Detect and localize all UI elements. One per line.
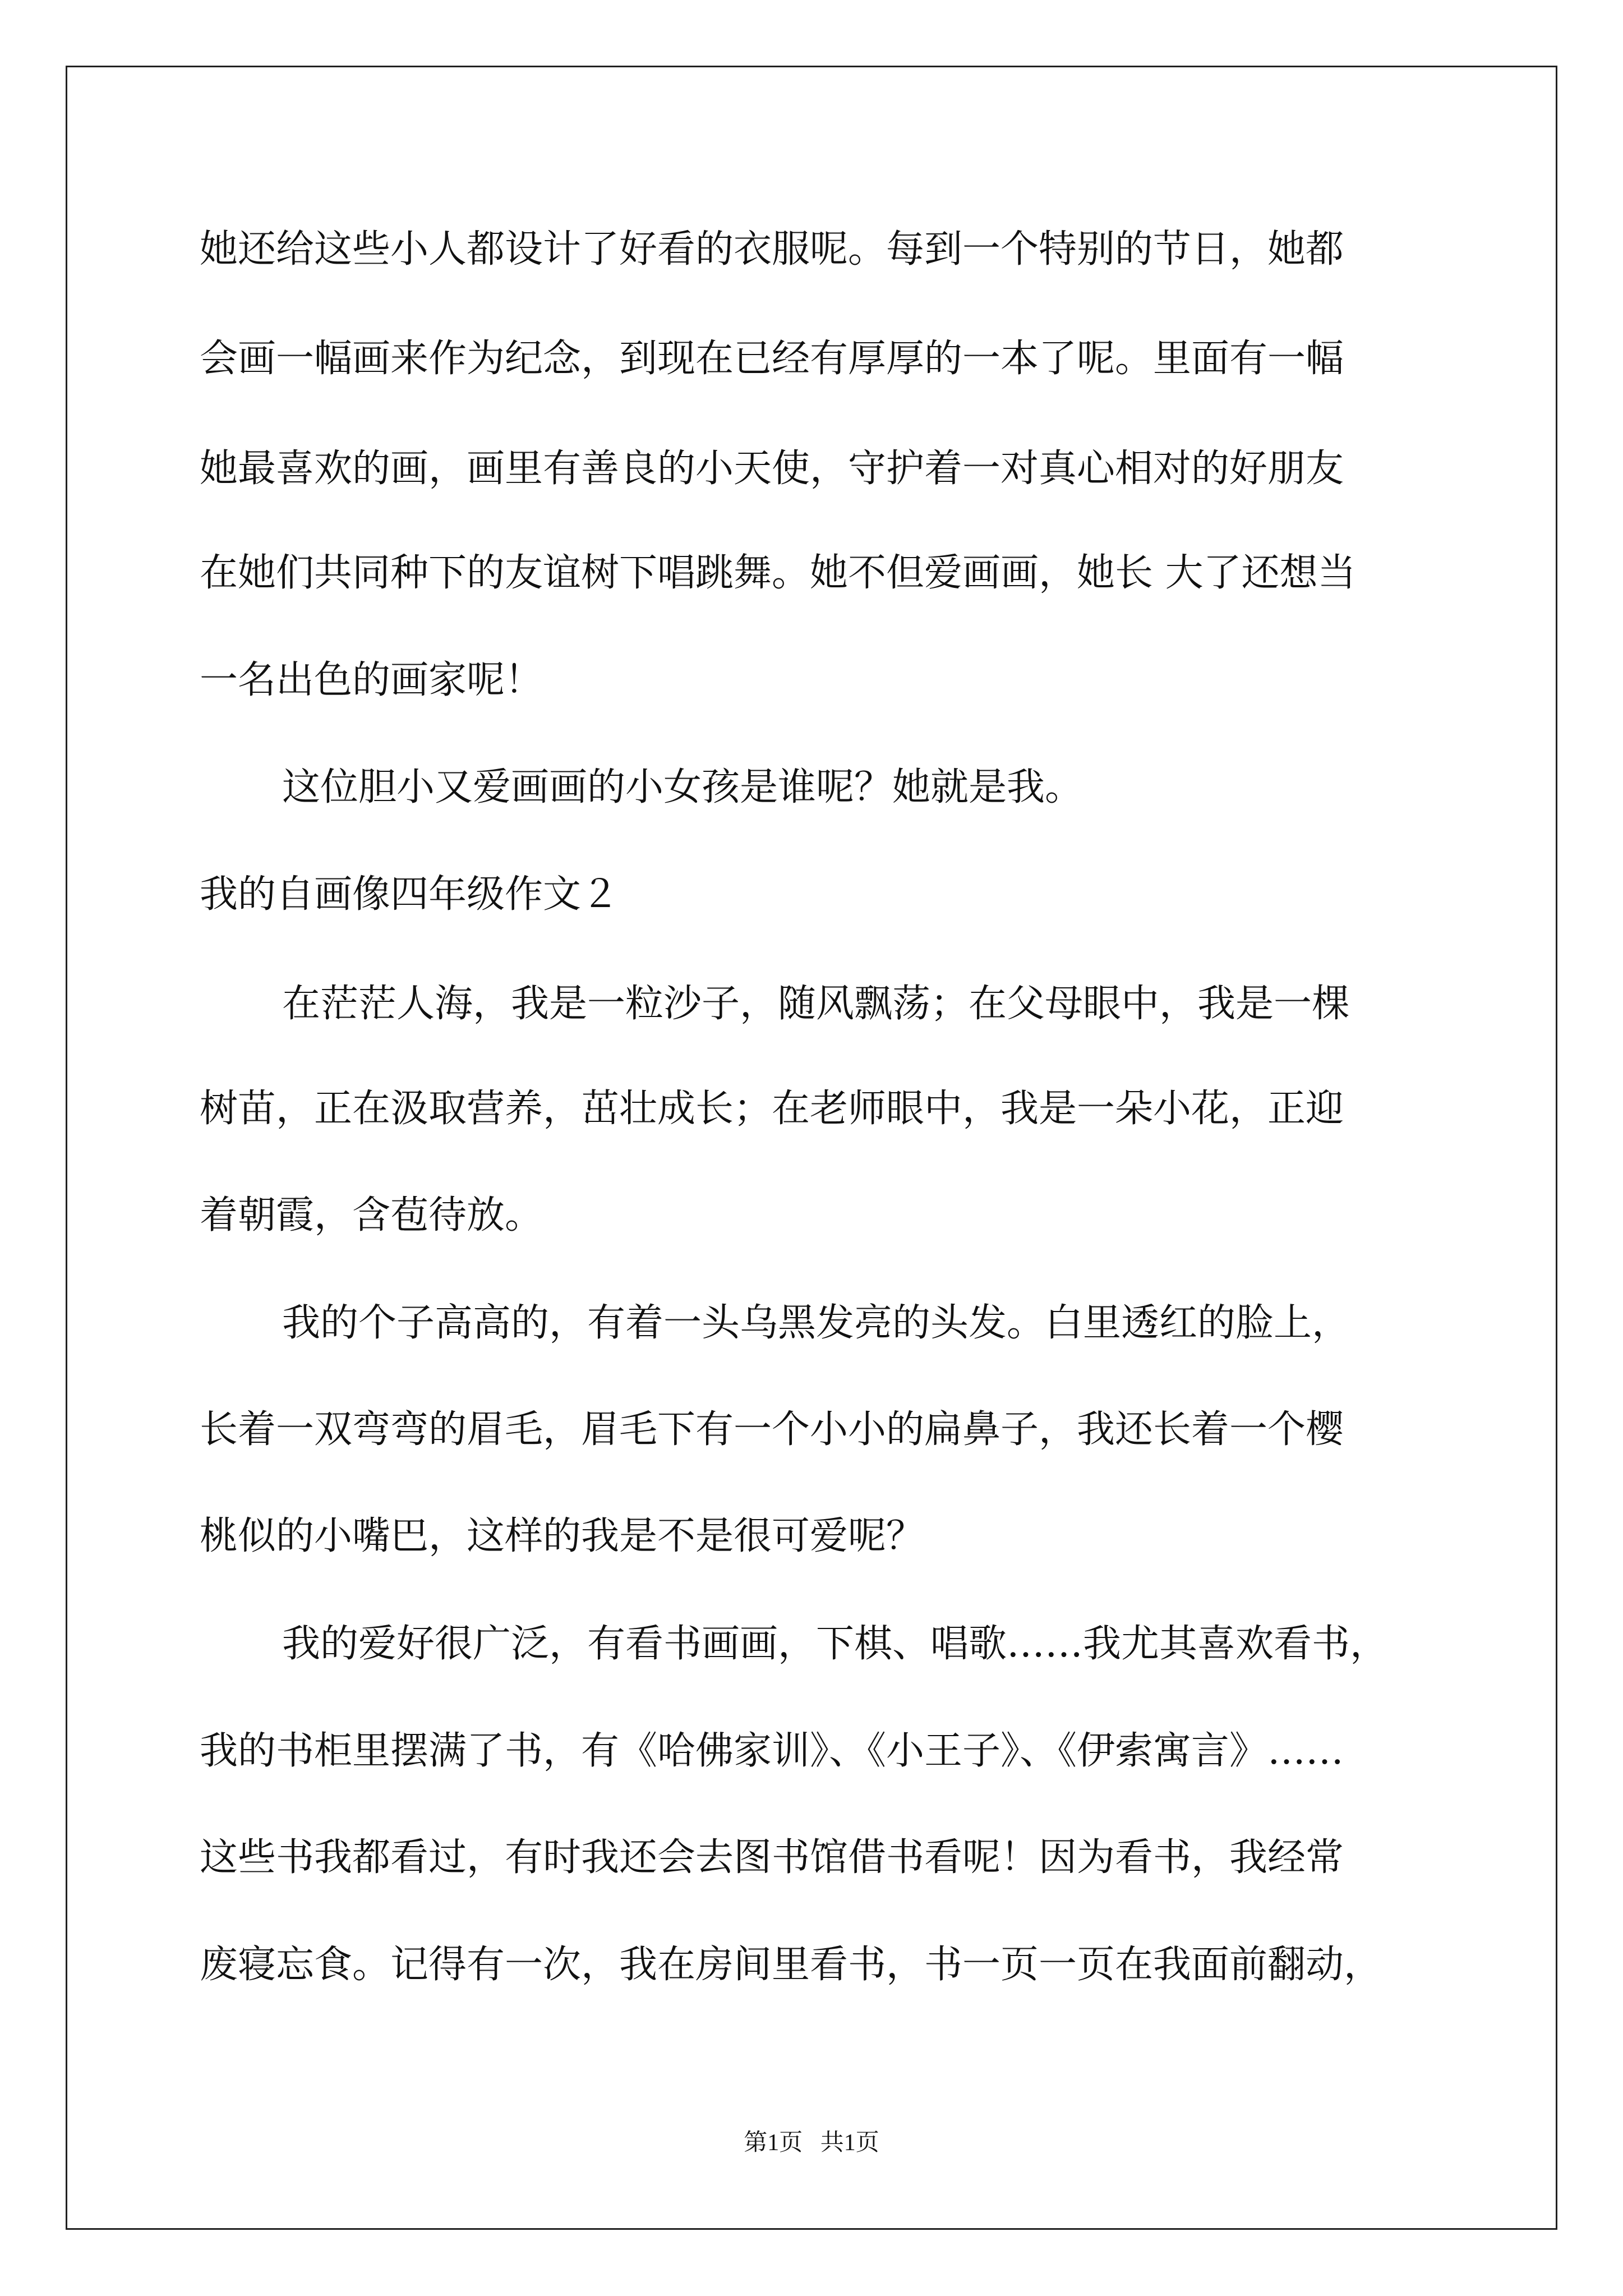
paragraph-line-8: 在茫茫人海，我是一粒沙子，随风飘荡；在父母眼中，我是一棵 [282, 982, 1350, 1026]
paragraph-line-15: 我的书柜里摆满了书，有《哈佛家训》、《小王子》、《伊索寓言》…… [200, 1729, 1344, 1773]
paragraph-line-2: 会画一幅画来作为纪念，到现在已经有厚厚的一本了呢。里面有一幅 [200, 337, 1344, 381]
paragraph-line-6: 这位胆小又爱画画的小女孩是谁呢？她就是我。 [282, 765, 1083, 809]
paragraph-line-9: 树苗，正在汲取营养，茁壮成长；在老师眼中，我是一朵小花，正迎 [200, 1087, 1344, 1131]
paragraph-line-5: 一名出色的画家呢！ [200, 658, 543, 702]
paragraph-line-4: 在她们共同种下的友谊树下唱跳舞。她不但爱画画，她长 大了还想当 [200, 551, 1356, 595]
paragraph-line-1: 她还给这些小人都设计了好看的衣服呢。每到一个特别的节日，她都 [200, 227, 1344, 272]
paragraph-line-16: 这些书我都看过，有时我还会去图书馆借书看呢！因为看书，我经常 [200, 1835, 1344, 1880]
paragraph-line-12: 长着一双弯弯的眉毛，眉毛下有一个小小的扁鼻子，我还长着一个樱 [200, 1407, 1344, 1452]
paragraph-line-13: 桃似的小嘴巴，这样的我是不是很可爱呢？ [200, 1514, 925, 1558]
section-heading: 我的自画像四年级作文２ [200, 872, 620, 917]
paragraph-line-11: 我的个子高高的，有着一头乌黑发亮的头发。白里透红的脸上， [282, 1301, 1350, 1345]
page-border [66, 66, 1557, 2230]
paragraph-line-14: 我的爱好很广泛，有看书画画，下棋、唱歌……我尤其喜欢看书， [282, 1622, 1389, 1666]
page-footer: 第1页 共1页 [744, 2130, 879, 2156]
paragraph-line-10: 着朝霞，含苞待放。 [200, 1193, 543, 1237]
paragraph-line-3: 她最喜欢的画，画里有善良的小天使，守护着一对真心相对的好朋友 [200, 447, 1344, 491]
paragraph-line-17: 废寝忘食。记得有一次，我在房间里看书，书一页一页在我面前翻动， [200, 1943, 1382, 1987]
